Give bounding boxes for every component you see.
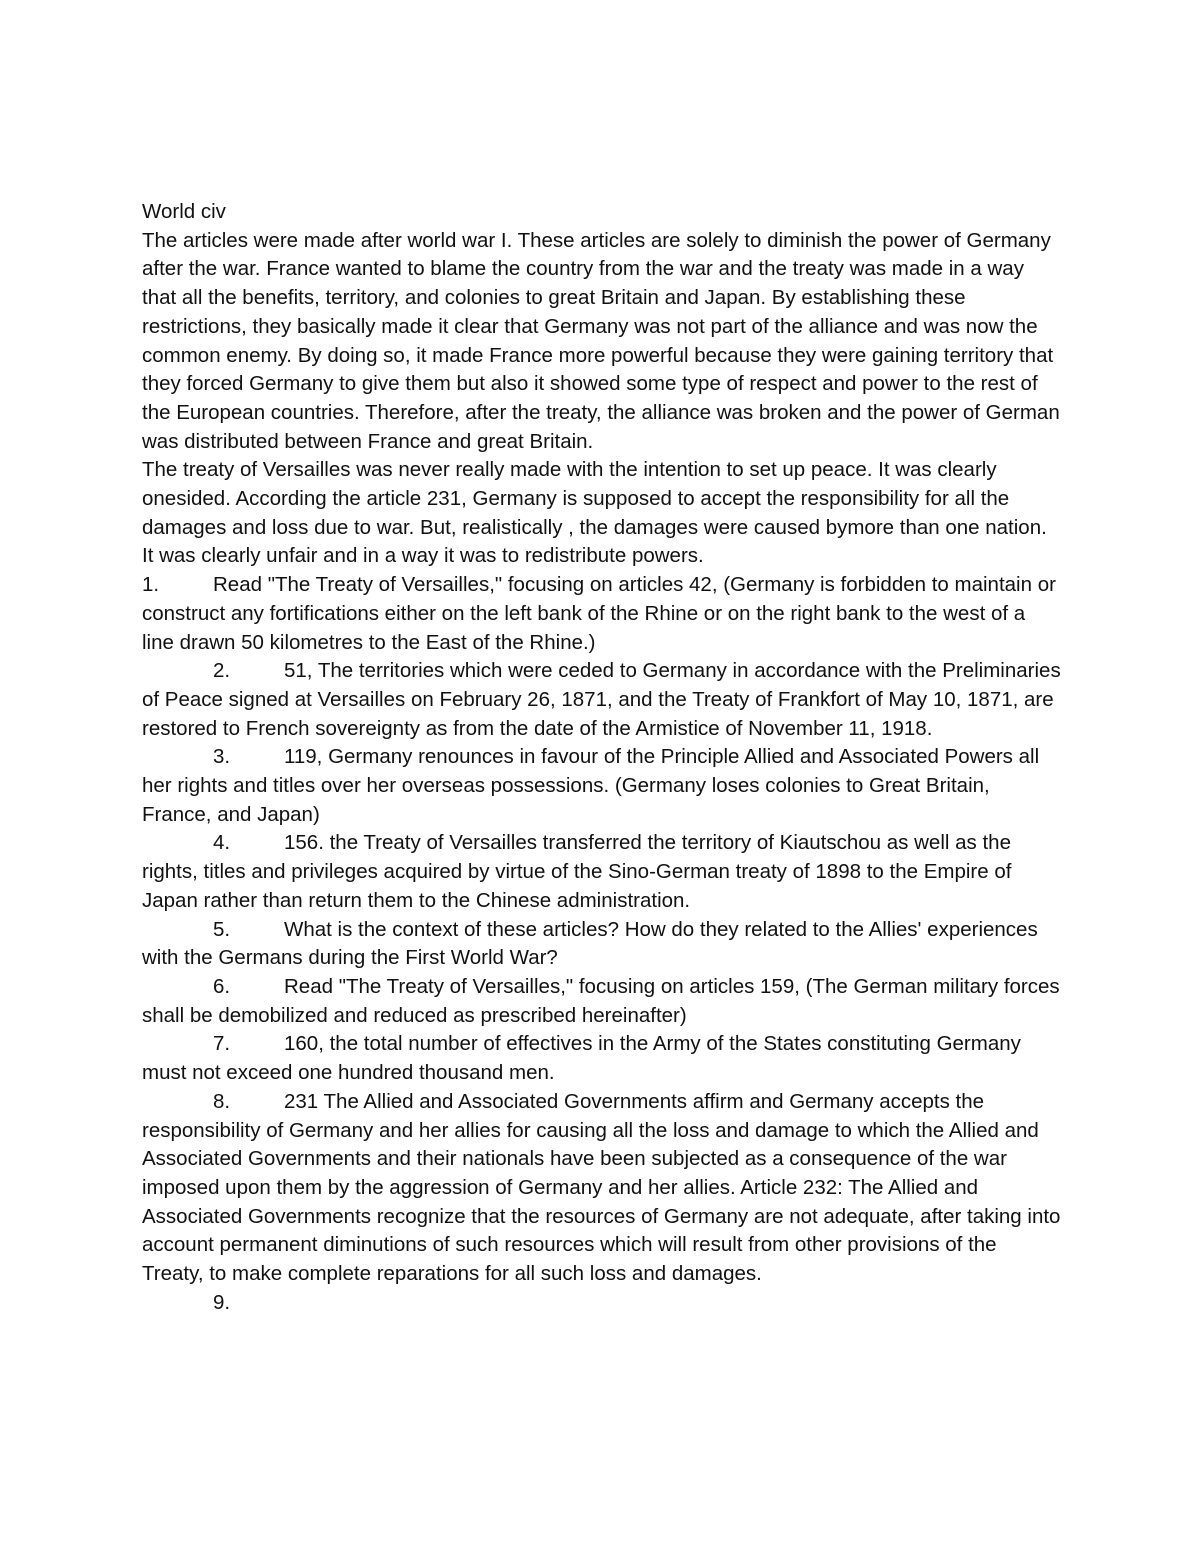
- list-item-number: 1.: [142, 573, 160, 597]
- list-item: [142, 657, 1062, 743]
- list-item: [142, 1289, 1062, 1318]
- list-item-text: 156. the Treaty of Versailles transferred the territory of Kiautschou as well as the rights, titles and privileges acquired by virtue of the Sino-German treaty of 1898 to the Empire of Japan rather than return them to the Chinese administration.: [142, 831, 1012, 912]
- list-item-text: Read "The Treaty of Versailles," focusing on articles 159, (The German military forces shall be demobilized and reduced as prescribed hereinafter): [142, 974, 1060, 1027]
- list-item: [142, 973, 1062, 1030]
- list-item-number: 7.: [213, 1032, 231, 1056]
- list-item-text: 119, Germany renounces in favour of the Principle Allied and Associated Powers all her rights and titles over her overseas possessions. (Germany loses colonies to Great Britain, France, and Japan): [142, 745, 1040, 826]
- paragraph: The treaty of Versailles was never really made with the intention to set up peace. It was clearly onesided. According the article 231, Germany is supposed to accept the responsibility for all the damages and loss due to war. But, realistically , the damages were caused bymore than one nation. It was clearly unfair and in a way it was to redistribute powers.: [142, 458, 1047, 568]
- paragraph: The articles were made after world war I. These articles are solely to diminish the power of Germany after the war. France wanted to blame the country from the war and the treaty was made in a way that all the benefits, territory, and colonies to great Britain and Japan. By establishing these restrictions, they basically made it clear that Germany was not part of the alliance and was now the common enemy. By doing so, it made France more powerful because they were gaining territory that they forced Germany to give them but also it showed some type of respect and power to the rest of the European countries. Therefore, after the treaty, the alliance was broken and the power of German was distributed between France and great Britain.: [142, 228, 1060, 453]
- list-item: [142, 1088, 1062, 1289]
- list-item: [142, 916, 1062, 973]
- list-item-number: 9.: [213, 1290, 231, 1314]
- list-item-text: 160, the total number of effectives in the Army of the States constituting Germany must not exceed one hundred thousand men.: [142, 1032, 1021, 1085]
- document-title: World civ: [142, 200, 226, 223]
- list-item-text: 231 The Allied and Associated Governments affirm and Germany accepts the responsibility of Germany and her allies for causing all the loss and damage to which the Allied and Associated Governments and their nationals have been subjected as a consequence of the war imposed upon them by the aggression of Germany and her allies. Article 232: The Allied and Associated Governments recognize that the resources of Germany are not adequate, after taking into account permanent diminutions of such resources which will result from other provisions of the Treaty, to make complete reparations for all such loss and damages.: [142, 1089, 1061, 1286]
- list-item: [142, 743, 1062, 829]
- list-item: [142, 571, 1062, 657]
- list-item-text: Read "The Treaty of Versailles," focusing on articles 42, (Germany is forbidden to maintain or construct any fortifications either on the left bank of the Rhine or on the right bank to the west of a line drawn 50 kilometres to the East of the Rhine.): [142, 573, 1056, 654]
- list-item-number: 2.: [213, 659, 231, 683]
- list-item: [142, 829, 1062, 915]
- list-item: [142, 1030, 1062, 1087]
- list-item-number: 6.: [213, 974, 231, 998]
- list-item-number: 5.: [213, 917, 231, 941]
- list-item-text: 51, The territories which were ceded to Germany in accordance with the Preliminaries of Peace signed at Versailles on February 26, 1871, and the Treaty of Frankfort of May 10, 1871, are restored to French sovereignty as from the date of the Armistice of November 11, 1918.: [142, 659, 1061, 740]
- document-page: [142, 198, 1062, 1317]
- list-item-number: 3.: [213, 745, 231, 769]
- list-item-number: 4.: [213, 831, 231, 855]
- list-item-text: What is the context of these articles? How do they related to the Allies' experiences with the Germans during the First World War?: [142, 917, 1038, 970]
- list-item-number: 8.: [213, 1089, 231, 1113]
